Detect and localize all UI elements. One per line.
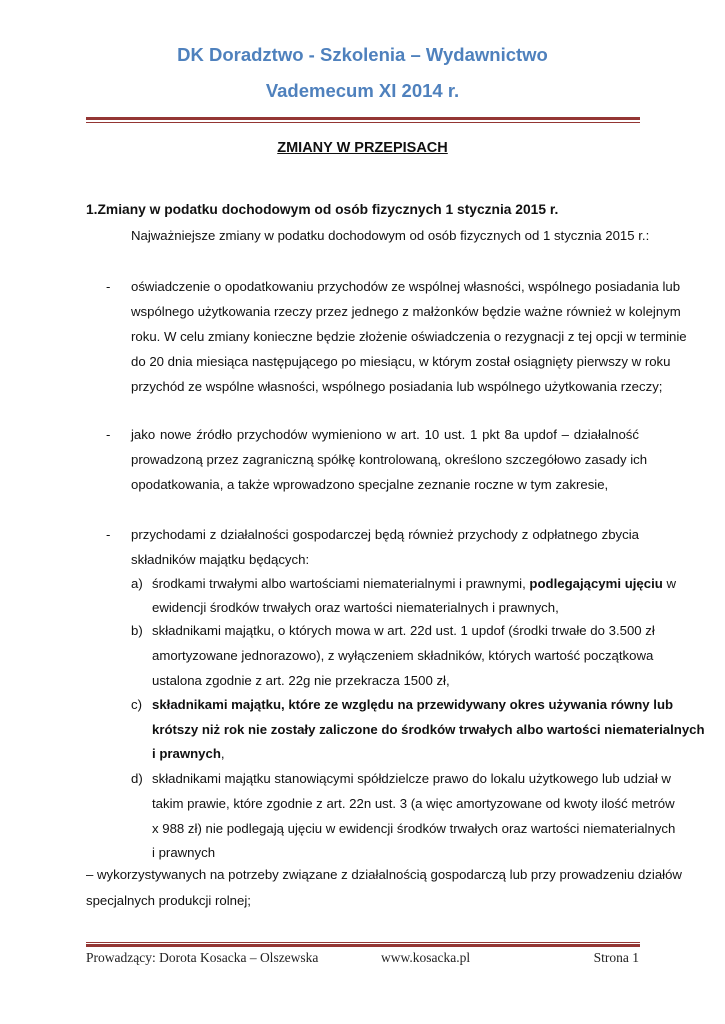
item1-line: roku. W celu zmiany konieczne będzie złożenie oświadczenia o rezygnacji z tej opcji w terminie — [131, 329, 687, 344]
header-title: DK Doradztwo - Szkolenia – Wydawnictwo — [177, 44, 548, 65]
section-title: ZMIANY W PRZEPISACH — [277, 140, 448, 156]
item1-line: oświadczenie o opodatkowaniu przychodów ze wspólnej własności, wspólnego posiadania lub — [131, 279, 681, 294]
subitem-d-line: takim prawie, które zgodnie z art. 22n ust. 3 (a więc amortyzowane od kwoty ilość metrów — [152, 796, 675, 811]
item3-line: przychodami z działalności gospodarczej będą również przychody z odpłatnego zbycia — [131, 527, 639, 542]
footer-author: Prowadzący: Dorota Kosacka – Olszewska — [86, 950, 319, 965]
subitem-label: c) — [131, 697, 142, 712]
subitem-a-bold: podlegającymi ujęciu — [529, 576, 663, 591]
subitem-c-line — [152, 746, 225, 762]
bullet-dash: - — [106, 527, 111, 542]
subitem-b-line: składnikami majątku, o których mowa w art. 22d ust. 1 updof (środki trwałe do 3.500 zł — [152, 623, 655, 638]
subitem-d-line: x 988 zł) nie podlegają ujęciu w ewidencji środków trwałych oraz wartości niematerialnych — [152, 821, 676, 836]
subitem-a-text: środkami trwałymi albo wartościami niematerialnymi i prawnymi, — [152, 576, 530, 591]
intro-text: Najważniejsze zmiany w podatku dochodowym od osób fizycznych od 1 stycznia 2015 r.: — [131, 228, 650, 243]
header-subtitle: Vademecum XI 2014 r. — [265, 80, 460, 101]
item1-line: przychód ze wspólne własności, wspólnego posiadania lub wspólnego użytkowania rzeczy; — [131, 379, 663, 394]
subitem-a-line — [152, 576, 676, 592]
footer-page-number: Strona 1 — [593, 950, 639, 965]
subitem-d-line: i prawnych — [152, 845, 216, 860]
bullet-dash: - — [106, 427, 111, 442]
footer-rule-thin — [86, 942, 640, 943]
subitem-c-line: krótszy niż rok nie zostały zaliczone do środków trwałych albo wartości niematerialnych — [152, 722, 705, 737]
subitem-c-text: , — [220, 746, 225, 761]
item2-line: prowadzoną przez zagraniczną spółkę kontrolowaną, określono szczegółowo zasady ich — [131, 452, 648, 467]
bullet-dash: - — [106, 279, 111, 294]
item3-line: składników majątku będących: — [131, 552, 310, 567]
subitem-b-line: ustalona zgodnie z art. 22g nie przekracza 1500 zł, — [152, 673, 450, 688]
item2-line: opodatkowania, a także wprowadzono specjalne zeznanie roczne w tym zakresie, — [131, 477, 609, 492]
subitem-b-line: amortyzowane jednorazowo), z wyłączeniem składników, których wartość początkowa — [152, 648, 654, 663]
subitem-label: b) — [131, 623, 143, 638]
subitem-a-line: ewidencji środków trwałych oraz wartości niematerialnych i prawnych, — [152, 600, 559, 615]
subitem-c-bold: i prawnych — [152, 746, 221, 761]
section-heading: 1.Zmiany w podatku dochodowym od osób fizycznych 1 stycznia 2015 r. — [86, 202, 559, 217]
subitem-label: d) — [131, 771, 143, 786]
footer-rule-thick — [86, 944, 640, 947]
header-rule-thick — [86, 117, 640, 120]
item1-line: do 20 dnia miesiąca następującego po miesiącu, w którym został osiągnięty pierwszy w roku — [131, 354, 671, 369]
item1-line: wspólnego użytkowania rzeczy przez jednego z małżonków będzie ważne również w kolejnym — [131, 304, 681, 319]
subitem-label: a) — [131, 576, 143, 591]
subitem-c-line: składnikami majątku, które ze względu na przewidywany okres używania równy lub — [152, 697, 674, 712]
subitem-a-text: w — [662, 576, 676, 591]
item2-line: jako nowe źródło przychodów wymieniono w art. 10 ust. 1 pkt 8a updof – działalność — [131, 427, 639, 442]
closing-line: – wykorzystywanych na potrzeby związane z działalnością gospodarczą lub przy prowadzeniu działów — [86, 867, 682, 882]
header-rule-thin — [86, 122, 640, 123]
closing-line: specjalnych produkcji rolnej; — [86, 893, 251, 908]
subitem-d-line: składnikami majątku stanowiącymi spółdzielcze prawo do lokalu użytkowego lub udział w — [152, 771, 671, 786]
footer-website[interactable]: www.kosacka.pl — [381, 950, 471, 965]
